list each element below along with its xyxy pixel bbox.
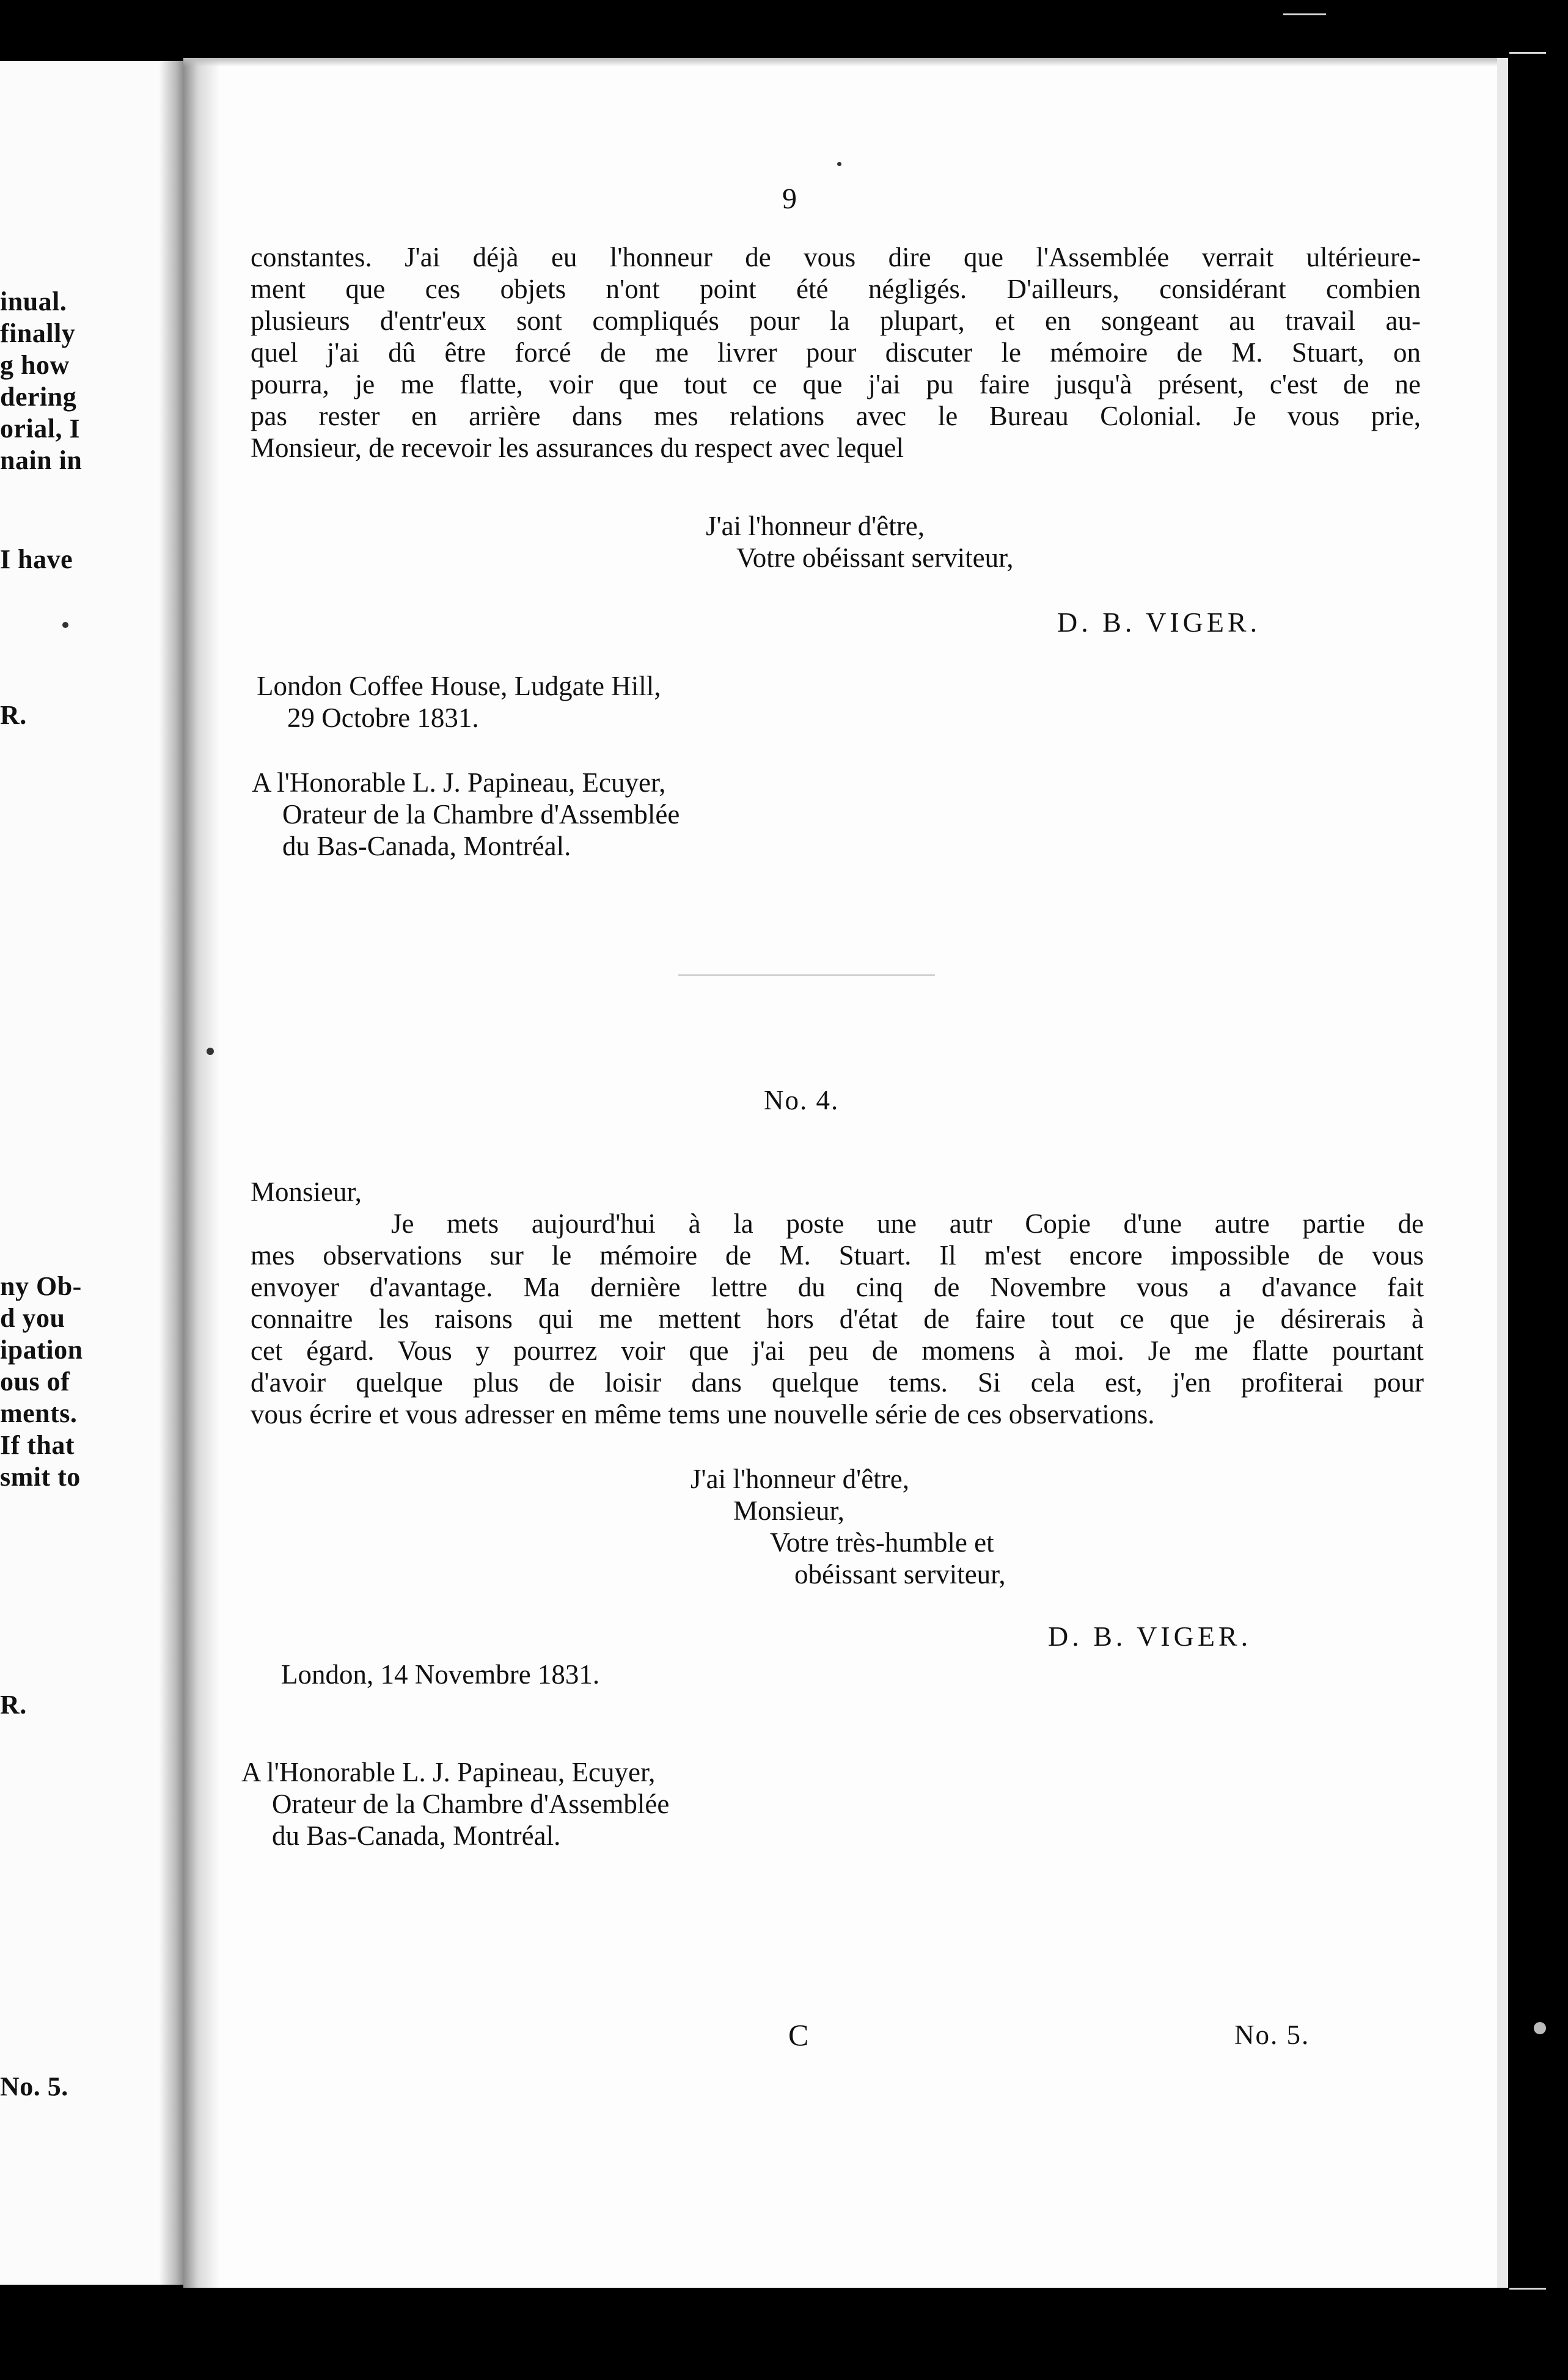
letter-number-heading: No. 4. <box>764 1085 840 1115</box>
text-line: constantes. J'ai déjà eu l'honneur de vous dire que l'Assemblée verrait ultérieure- <box>251 242 1421 272</box>
left-page-line: If that <box>0 1430 75 1460</box>
signature-mark: C <box>788 2018 809 2052</box>
scan-speck <box>207 1048 214 1055</box>
scan-speck <box>1534 2022 1546 2034</box>
left-page-line: inual. <box>0 287 67 316</box>
text-line: pourra, je me flatte, voir que tout ce que j'ai pu faire jusqu'à présent, c'est de ne <box>251 369 1421 400</box>
closing-line: Votre très-humble et <box>770 1527 994 1558</box>
left-page-line: orial, I <box>0 414 81 444</box>
place-date-line: London, 14 Novembre 1831. <box>281 1659 600 1690</box>
addressee-line: du Bas-Canada, Montréal. <box>282 831 571 861</box>
page-edge <box>1497 58 1508 2288</box>
left-page-line: ipation <box>0 1335 83 1365</box>
scan-speck <box>837 162 841 166</box>
left-page-line: d you <box>0 1303 65 1333</box>
text-line: Monsieur, de recevoir les assurances du respect avec lequel <box>251 433 904 463</box>
text-line: vous écrire et vous adresser en même tems une nouvelle série de ces observations. <box>251 1399 1155 1429</box>
signature: D. B. VIGER. <box>1057 607 1261 638</box>
addressee-line: A l'Honorable L. J. Papineau, Ecuyer, <box>241 1757 656 1787</box>
left-page-line: nain in <box>0 445 82 475</box>
left-page-line: I have <box>0 544 73 574</box>
salutation: Monsieur, <box>251 1177 362 1207</box>
left-page-line: No. 5. <box>0 2072 68 2101</box>
left-page-fragment <box>0 61 183 2285</box>
closing-line: Monsieur, <box>733 1495 844 1526</box>
left-page-line: finally <box>0 318 76 348</box>
left-page-line: ny Ob- <box>0 1271 82 1301</box>
left-page-line: R. <box>0 1690 27 1720</box>
left-page-line: smit to <box>0 1462 81 1492</box>
text-line: Je mets aujourd'hui à la poste une autr Copie d'une autre partie de <box>391 1208 1424 1239</box>
main-page <box>183 58 1497 2288</box>
top-edge-shadow <box>183 58 1497 67</box>
text-line: mes observations sur le mémoire de M. Stuart. Il m'est encore impossible de vous <box>251 1240 1424 1271</box>
closing-line: J'ai l'honneur d'être, <box>706 511 925 541</box>
text-line: quel j'ai dû être forcé de me livrer pour discuter le mémoire de M. Stuart, on <box>251 337 1421 368</box>
text-line: cet égard. Vous y pourrez voir que j'ai peu de momens à moi. Je me flatte pourtant <box>251 1335 1424 1366</box>
place-line: London Coffee House, Ludgate Hill, <box>257 671 661 701</box>
left-page-line: R. <box>0 700 27 730</box>
text-line: pas rester en arrière dans mes relations avec le Bureau Colonial. Je vous prie, <box>251 401 1421 431</box>
scan-speck <box>62 622 68 628</box>
corner-mark <box>1283 13 1326 15</box>
binding-shadow <box>183 58 220 2288</box>
closing-line: Votre obéissant serviteur, <box>736 542 1014 573</box>
addressee-line: Orateur de la Chambre d'Assemblée <box>282 799 680 830</box>
corner-mark <box>1509 52 1546 54</box>
gutter-shadow <box>159 61 183 2285</box>
signature: D. B. VIGER. <box>1048 1621 1252 1652</box>
text-line: connaitre les raisons qui me mettent hors d'état de faire tout ce que je désirerais à <box>251 1304 1424 1334</box>
left-page-line: ments. <box>0 1398 78 1428</box>
left-page-line: dering <box>0 382 77 412</box>
left-page-line: g how <box>0 350 70 380</box>
page-number: 9 <box>782 183 797 215</box>
catchword: No. 5. <box>1234 2020 1310 2050</box>
section-divider <box>678 974 935 976</box>
addressee-line: Orateur de la Chambre d'Assemblée <box>272 1789 670 1819</box>
date-line: 29 Octobre 1831. <box>287 703 479 733</box>
text-line: d'avoir quelque plus de loisir dans quelque tems. Si cela est, j'en profiterai pour <box>251 1367 1424 1398</box>
text-line: envoyer d'avantage. Ma dernière lettre du cinq de Novembre vous a d'avance fait <box>251 1272 1424 1302</box>
text-line: ment que ces objets n'ont point été négligés. D'ailleurs, considérant combien <box>251 274 1421 304</box>
closing-line: obéissant serviteur, <box>794 1559 1006 1590</box>
addressee-line: A l'Honorable L. J. Papineau, Ecuyer, <box>252 767 666 798</box>
left-page-line: ous of <box>0 1367 70 1396</box>
closing-line: J'ai l'honneur d'être, <box>691 1464 909 1494</box>
addressee-line: du Bas-Canada, Montréal. <box>272 1820 561 1851</box>
corner-mark <box>1509 2288 1546 2290</box>
text-line: plusieurs d'entr'eux sont compliqués pour la plupart, et en songeant au travail au- <box>251 305 1421 336</box>
